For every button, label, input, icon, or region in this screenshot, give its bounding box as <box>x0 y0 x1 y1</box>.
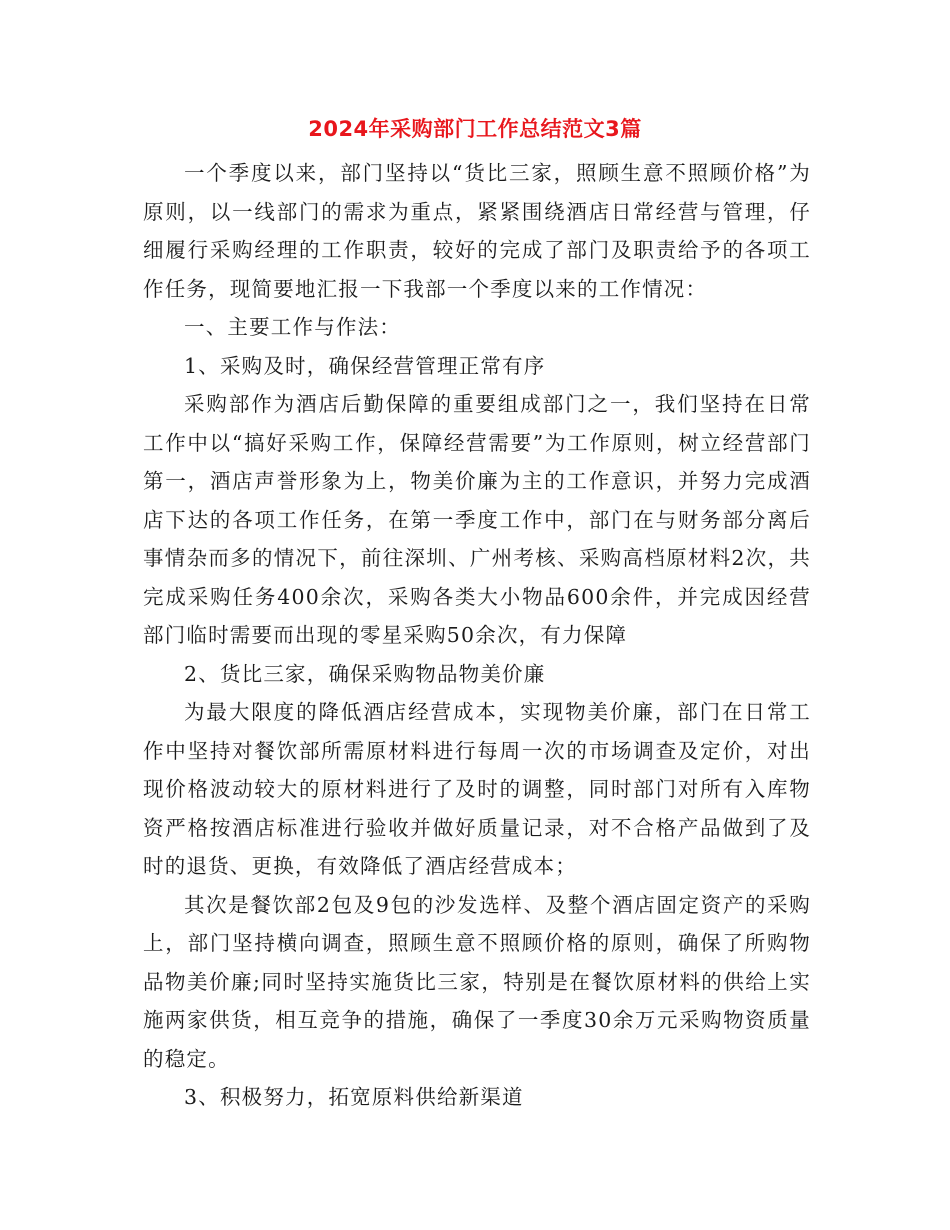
document-title: 2024年采购部门工作总结范文3篇 <box>308 117 642 141</box>
section-heading-main-work: 一、主要工作与作法： <box>184 315 401 339</box>
subheading-timely-purchasing: 1、采购及时，确保经营管理正常有序 <box>184 353 546 378</box>
paragraph-timely-purchasing: 采购部作为酒店后勤保障的重要组成部门之一，我们坚持在日常工作中以“搞好采购工作，保障经营需要”为工作原则，树立经营部门第一，酒店声誉形象为上，物美价廉为主的工作意识，并努力完成酒店下达的各项工作任务，在第一季度工作中，部门在与财务部分离后事情杂而多的情况下，前往深圳、广州考核、采购高档原材料2次，共完成采购任务400余次，采购各类大小物品600余件，并完成因经营部门临时需要而出现的零星采购50余次，有力保障 <box>143 392 811 647</box>
subheading-new-channels: 3、积极努力，拓宽原料供给新渠道 <box>184 1085 524 1109</box>
paragraph-intro: 一个季度以来，部门坚持以“货比三家，照顾生意不照顾价格”为原则，以一线部门的需求为重点，紧紧围绕酒店日常经营与管理，仔细履行采购经理的工作职责，较好的完成了部门及职责给予的各项工作任务，现简要地汇报一下我部一个季度以来的工作情况： <box>143 161 811 301</box>
document-body <box>143 154 811 1117</box>
subheading-compare-suppliers: 2、货比三家，确保采购物品物美价廉 <box>184 661 546 686</box>
paragraph-fixed-assets: 其次是餐饮部2包及9包的沙发选样、及整个酒店固定资产的采购上，部门坚持横向调查，照顾生意不照顾价格的原则，确保了所购物品物美价廉;同时坚持实施货比三家，特别是在餐饮原材料的供给上实施两家供货，相互竞争的措施，确保了一季度30余万元采购物资质量的稳定。 <box>143 892 811 1071</box>
paragraph-cost-reduction: 为最大限度的降低酒店经营成本，实现物美价廉，部门在日常工作中坚持对餐饮部所需原材料进行每周一次的市场调查及定价，对出现价格波动较大的原材料进行了及时的调整，同时部门对所有入库物资严格按酒店标准进行验收并做好质量记录，对不合格产品做到了及时的退货、更换，有效降低了酒店经营成本； <box>143 700 811 878</box>
